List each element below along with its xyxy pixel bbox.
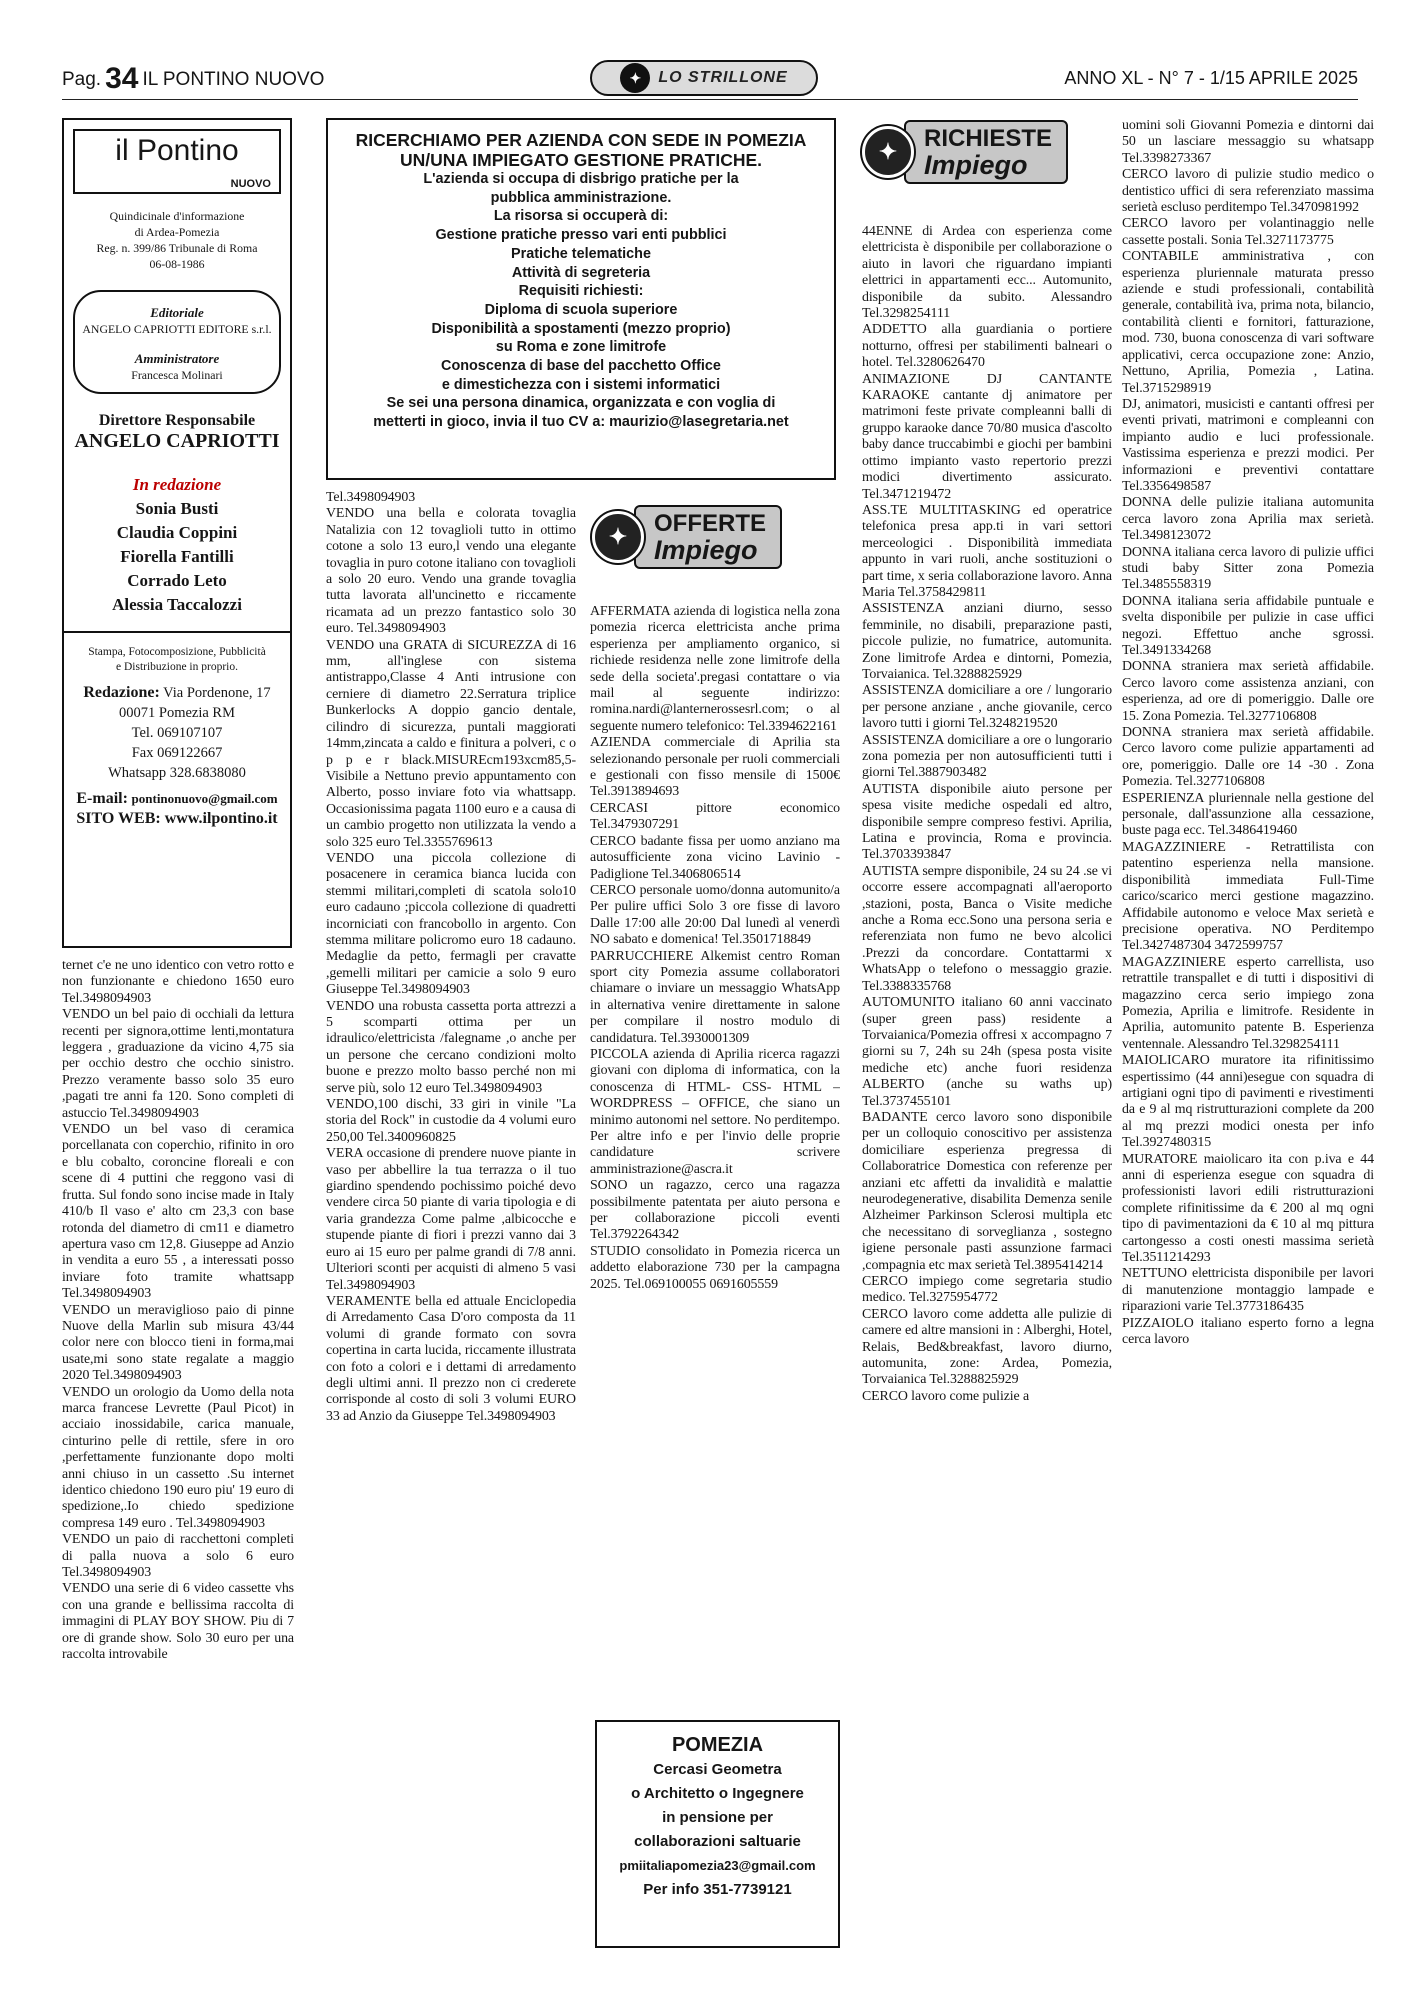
- classified-ad: CERCO lavoro per volantinaggio nelle cassette postali. Sonia Tel.3271173775: [1122, 216, 1374, 248]
- classifieds-column-1: [62, 958, 294, 1948]
- ad-line: e dimestichezza con i sistemi informatici: [441, 376, 721, 393]
- richieste-impiego-banner: [862, 120, 1107, 184]
- classified-ad: NETTUNO elettricista disponibile per lavori di manutenzione montaggio lampade e riparazioni varie Tel.3773186435: [1122, 1266, 1374, 1315]
- classified-ad: CERCO lavoro di pulizie studio medico o dentistico uffici di sera referenziato massima serietà escluso perditempo Tel.3470981992: [1122, 167, 1374, 216]
- classified-ad: AFFERMATA azienda di logistica nella zona pomezia ricerca elettricista anche prima esperienza per ampliamento organico, si richiede residenza nelle zone limitrofe della sede della societa'.pregasi contattare o via mail al seguente indirizzo: romina.nardi@lanternerossesrl.com; o al seguente numero telefonico: Tel.3394622161: [590, 604, 840, 734]
- masthead-title-sub: NUOVO: [230, 178, 271, 190]
- ad-heading: UN/UNA IMPIEGATO GESTIONE PRATICHE.: [399, 150, 762, 170]
- ad-title: POMEZIA: [671, 1734, 764, 1756]
- geometra-ad: [595, 1720, 840, 1948]
- ad-line: Diploma di scuola superiore: [484, 301, 678, 318]
- ad-heading: RICERCHIAMO PER AZIENDA CON SEDE IN POMEZIA: [355, 130, 807, 150]
- classified-ad: DONNA italiana seria affidabile puntuale e svelta disponibile per pulizie in case uffici negozi. Effettuo anche sgrossi. Tel.3491334268: [1122, 593, 1374, 658]
- masthead-title: il Pontino: [115, 134, 239, 167]
- address-label: Redazione:: [83, 684, 160, 701]
- classified-ad: DONNA straniera max serietà affidabile. Cerco lavoro come assistenza anziani, con esperienza, ad ore di pomeriggio. Dalle ore 15. Zona Pomezia. Tel.3277106808: [1122, 659, 1374, 724]
- desc-line: 06-08-1986: [149, 257, 205, 271]
- classified-ad: VENDO una piccola collezione di posacenere in ceramica bianca lucida con stemmi militari,completi di scatola solo10 euro cadauno ;piccola collezione di quadretti incorniciati con francobollo in argento. Con stemma militare policromo euro 18 cadauno. Medaglie da petto, fermagli per cravatte ,gemelli militari per camicie a solo 9 euro Giuseppe Tel.3498094903: [326, 850, 576, 998]
- redattore: Alessia Taccalozzi: [112, 595, 242, 614]
- classified-ad: VENDO un paio di racchettoni completi di palla nuova a solo 6 euro Tel.3498094903: [62, 1532, 294, 1581]
- classifieds-column-3: [590, 604, 840, 1712]
- email-label: E-mail:: [76, 790, 128, 807]
- job-ad-pomezia: [326, 118, 836, 480]
- banner-label: [904, 120, 1068, 184]
- classified-ad: CERCO lavoro come addetta alle pulizie di camere ed altre mansioni in : Alberghi, Hotel, Relais, Bed&breakfast, lavoro diurno, automunita, zone: Ardea, Pomezia, Torvaianica Tel.3288825929: [862, 1306, 1112, 1388]
- strillone-icon: ✦: [862, 126, 914, 178]
- masthead: [62, 118, 292, 948]
- classified-ad: ESPERIENZA pluriennale nella gestione del personale, dall'assunzione alla cessazione, buste paga ecc. Tel.3486419460: [1122, 790, 1374, 839]
- ad-line: L'azienda si occupa di disbrigo pratiche per la: [423, 171, 739, 187]
- classified-ad: VENDO una bella e colorata tovaglia Natalizia con 12 tovaglioli tutto in ottimo cotone a solo 13 euro,l vendo una elegante tovaglia in puro cotone italiano con tovaglioli a solo 20 euro. Vendo una grande tovaglia tutta lavorata all'uncinetto e riccamente ricamata ad un prezzo fantastico solo 30 euro. Tel.3498094903: [326, 506, 576, 637]
- banner-line-1: OFFERTE: [654, 510, 766, 537]
- redattore: Sonia Busti: [135, 499, 219, 518]
- strillone-logo: [590, 60, 818, 96]
- classified-ad: DONNA delle pulizie italiana automunita cerca lavoro zona Aprilia max serietà. Tel.3498123072: [1122, 495, 1374, 544]
- classifieds-column-4: [862, 224, 1112, 1948]
- classified-ad: Tel.3498094903: [326, 490, 416, 505]
- classified-ad: VENDO,100 dischi, 33 giri in vinile "La storia del Rock" in custodie da 4 volumi euro 250,00 Tel.3400960825: [326, 1097, 576, 1145]
- desc-line: di Ardea-Pomezia: [134, 225, 220, 239]
- issue-info: ANNO XL - N° 7 - 1/15 APRILE 2025: [1064, 68, 1358, 88]
- classified-ad: ternet c'e ne uno identico con vetro rotto e non funzionante e chiedono 1650 euro Tel.3498094903: [62, 958, 294, 1006]
- ad-line: Disponibilità a spostamenti (mezzo proprio): [431, 320, 731, 337]
- desc-line: Quindicinale d'informazione: [109, 209, 245, 223]
- address: [72, 683, 282, 703]
- classified-ad: BADANTE cerco lavoro sono disponibile per un colloquio conoscitivo per assistenza domiciliare esperienza pregressa di Collaboratrice Domestica con referenze per anziani etc affetti da invalidità e malattie neurodegenerative, disabilita Demenza senile Alzheimer Parkinson Sclerosi multipla etc che necessitano di sorveglianza , sostegno igiene personale pasti assunzione farmaci ,compagnia etc max serietà Tel.3895414214: [862, 1109, 1112, 1273]
- ad-line: Se sei una persona dinamica, organizzata e con voglia di: [386, 395, 776, 412]
- classified-ad: MAGAZZINIERE esperto carrellista, uso retrattile transpallet e di tutti i dispositivi di magazzino cerca serio impiego zona Pomezia, Aprilia e limitrofe. Residente in Aprilia, automunito patente B. Esperienza ventennale. Alessandro Tel.3298254111: [1122, 954, 1374, 1052]
- offerte-impiego-banner: [592, 505, 832, 569]
- classified-ad: VENDO un bel paio di occhiali da lettura recenti per signora,ottime lenti,montatura leggera , graduazione da vicino 4,75 sia per occhio destro che occhio sinistro. Prezzo veramente basso solo 35 euro ,pagati tre anni fa 120. Sono completi di astuccio Tel.3498094903: [62, 1007, 294, 1121]
- ad-line: Attività di segreteria: [511, 264, 651, 281]
- ad-line: metterti in gioco, invia il tuo CV a: maurizio@lasegretaria.net: [373, 414, 789, 431]
- classified-ad: VENDO un bel vaso di ceramica porcellanata con coperchio, rifinito in oro e blu cobalto, coroncine floreali e con scene di 4 puttini che reggono vasi di frutta. Sul fondo sono incise made in Italy 410/b Il vaso e' alto cm 23,3 con base rotonda del diametro di cm11 e diametro apertura vaso cm 12,8. Giuseppe ad Anzio in vendita a euro 55 , a interessati posso inviare foto tramite whattsapp Tel.3498094903: [62, 1122, 294, 1302]
- classified-ad: DONNA italiana cerca lavoro di pulizie uffici studi baby Sitter zona Pomezia Tel.3485558319: [1122, 544, 1374, 593]
- classified-ad: MAIOLICARO muratore ita rifinitissimo espertissimo (44 anni)esegue con squadra di artigiani ogni tipo di pavimenti e rivestimenti da e 9 al mq ristrutturazioni complete da 200 al mq prezzi modici onesta per info Tel.3927480315: [1122, 1053, 1374, 1151]
- services-line: Stampa, Fotocomposizione, Pubblicità: [88, 646, 266, 658]
- banner-line-1: RICHIESTE: [924, 125, 1053, 152]
- classified-ad: AUTOMUNITO italiano 60 anni vaccinato (super green pass) residente a Torvaianica/Pomezia offresi x accompagno 7 giorni su 7, 24h su 24h (spesa posta visite mediche etc) anche fuori residenza ALBERTO (anche su waths up) Tel.3737455101: [862, 995, 1112, 1109]
- classified-ad: VERA occasione di prendere nuove piante in vaso per abbellire la tua terrazza o il tuo giardino spendendo pochissimo poiché devo vendere circa 50 piante di varia tipologia e di varia grandezza Come palme ,albicocche e stupende piante di fiori i prezzi vanno dai 3 euro ai 15 euro per palme grandi di 7/8 anni. Ulteriori sconti per acquisti di almeno 5 vasi Tel.3498094903: [326, 1146, 576, 1293]
- pag-label: Pag.: [62, 69, 102, 90]
- amministratore: Francesca Molinari: [131, 368, 223, 382]
- ad-line: su Roma e zone limitrofe: [495, 339, 667, 356]
- classified-ad: VENDO una GRATA di SICUREZZA di 16 mm, all'inglese con sistema antistrappo,Classe 4 Anti intrusione con cerniere di diametro 22.Serratura triplice Bunkerlocks A doppio gancio dentale, cilindro di sicurezza, puntali maggiorati 14mm,zincata a caldo e finitura a polveri, c o p p e r black.MISUREcm193xcm85,5-Visibile a Nettuno previo appuntamento con Alberto, posso inviare foto via whattsapp. Occasionissima pagata 1100 euro e a causa di un cambio progetto non utilizzata la vendo a solo 325 euro Tel.3355769613: [326, 637, 576, 850]
- strillone-icon: ✦: [592, 511, 644, 563]
- ad-line: collaborazioni saltuarie: [634, 1833, 801, 1850]
- classified-ad: uomini soli Giovanni Pomezia e dintorni dai 50 un lasciare messaggio su whatsapp Tel.3398273367: [1122, 118, 1374, 166]
- redattore: Fiorella Fantilli: [120, 547, 234, 566]
- ad-line: Cercasi Geometra: [653, 1761, 782, 1778]
- ad-line: Gestione pratiche presso vari enti pubblici: [435, 227, 727, 244]
- classified-ad: PICCOLA azienda di Aprilia ricerca ragazzi giovani con diploma di informatica, con la conoscenza di HTML- CSS- HTML – WORDPRESS – OFFICE, che siano un minimo autonomi nel settore. No perditempo. Per altre info e per l'invio delle proprie candidature scrivere amministrazione@ascra.it: [590, 1046, 840, 1177]
- classified-ad: ASSISTENZA domiciliare a ore o lungorario zona pomezia per non autosufficienti tutti i giorni Tel.3887903482: [862, 732, 1112, 781]
- ad-email[interactable]: pmiitaliapomezia23@gmail.com: [619, 1858, 816, 1873]
- page-label: [62, 62, 324, 96]
- classified-ad: PARRUCCHIERE Alkemist centro Roman sport city Pomezia assume collaboratori chiamare o inviare un messaggio WhatsApp in alternativa venire direttamente in salone per compilare il nostro modulo di candidatura. Tel.3930001309: [590, 948, 840, 1046]
- address-street: Via Pordenone, 17: [163, 685, 271, 701]
- masthead-title-box: [73, 129, 281, 194]
- classified-ad: AUTISTA disponibile aiuto persone per spesa visite mediche ospedali ed altro, disponibile sempre compreso festivi. Aprilia, Latina e provincia, Roma e provincia. Tel.3703393847: [862, 781, 1112, 863]
- ad-line: Pratiche telematiche: [511, 245, 651, 262]
- director-name: ANGELO CAPRIOTTI: [74, 430, 280, 452]
- contact-block: [64, 631, 290, 841]
- classified-ad: CERCO badante fissa per uomo anziano ma autosufficiente zona vicino Lavinio - Padiglione Tel.3406806514: [590, 833, 840, 882]
- ad-line: pubblica amministrazione.: [490, 189, 672, 206]
- fax: Fax 069122667: [131, 745, 223, 761]
- classified-ad: STUDIO consolidato in Pomezia ricerca un addetto elaborazione 730 per la campagna 2025. Tel.069100055 0691605559: [590, 1243, 840, 1292]
- classified-ad: ANIMAZIONE DJ CANTANTE KARAOKE cantante dj animatore per matrimoni feste private compleanni balli di gruppo karaoke dance 70/80 musica d'ascolto baby dance truccabimbi e giochi per bambini ottimo impianto vasto repertorio prezzi modici divertimento assicurato. Tel.3471219472: [862, 371, 1112, 502]
- editor-box: [73, 290, 281, 394]
- classified-ad: CERCO impiego come segretaria studio medico. Tel.3275954772: [862, 1274, 1112, 1306]
- ad-line: in pensione per: [662, 1809, 773, 1826]
- banner-label: [634, 505, 782, 569]
- desc-line: Reg. n. 399/86 Tribunale di Roma: [96, 241, 258, 255]
- classified-ad: ASSISTENZA domiciliare a ore / lungorario per persone anziane , anche giovanile, cerco lavoro tutti i giorni Tel.3248219520: [862, 683, 1112, 732]
- publication-name: IL PONTINO NUOVO: [142, 69, 325, 90]
- email-link[interactable]: pontinonuovo@gmail.com: [131, 791, 278, 806]
- classified-ad: VENDO una robusta cassetta porta attrezzi a 5 scomparti ottima per un idraulico/elettricista /falegname ,o anche per un persone che cercano condizioni molto buone e prezzo molto basso perché non mi serve più, solo 12 euro Tel.3498094903: [326, 998, 576, 1096]
- classified-ad: CONTABILE amministrativa , con esperienza pluriennale maturata presso aziende e studi professionali, contabilità generale, contabilità iva, prima nota, bilancio, contabilità clienti e fornitori, fatturazione, mod. 730, buona conoscenza di vari software applicativi, cerca occupazione zone: Anzio, Nettuno, Aprilia, Pomezia , Latina. Tel.3715298919: [1122, 249, 1374, 396]
- services-text: [72, 645, 282, 675]
- redattore: Corrado Leto: [127, 571, 227, 590]
- editoriale-label: Editoriale: [150, 305, 204, 320]
- classified-ad: DJ, animatori, musicisti e cantanti offresi per eventi privati, matrimoni e compleanni con impianto audio e luci professionale. Vastissima esperienza e prezzi modici. Per informazioni e preventivi contattare Tel.3356498587: [1122, 396, 1374, 494]
- classified-ad: ASS.TE MULTITASKING ed operatrice telefonica presa app.ti in vari settori merceologici . Disponibilità immediata appunto in vari ruoli, anche sostituzioni o part time, x seria collaborazione lavoro. Anna Maria Tel.3758429811: [862, 502, 1112, 600]
- classified-ad: ADDETTO alla guardiania o portiere notturno, offresi per stabilimenti balneari o hotel. Tel.3280626470: [862, 322, 1112, 371]
- megaphone-icon: ✦: [620, 63, 650, 93]
- masthead-description: [73, 208, 281, 272]
- amm-label: Amministratore: [134, 351, 220, 366]
- ad-line: La risorsa si occuperà di:: [493, 208, 669, 225]
- phone: Tel. 069107107: [131, 725, 223, 741]
- classified-ad: VENDO un meraviglioso paio di pinne Nuove della Marlin sub misura 43/44 color nere con blocco tieni in forma,mai usate,mi sono state regalate a maggio 2020 Tel.3498094903: [62, 1302, 294, 1384]
- classified-ad: MURATORE maiolicaro ita con p.iva e 44 anni di esperienza esegue con squadra di professionisti lavori edili ristrutturazioni complete rifinitissime da € 200 al mq ogni tipo di pavimentazioni da € 10 al mq pittura cartongesso a costi onesti massima serietà Tel.3511214293: [1122, 1151, 1374, 1266]
- classified-ad: ASSISTENZA anziani diurno, sesso femminile, no disabili, preparazione pasti, piccole pulizie, no fumatrice, automunita. Zone limitrofe Ardea e dintorni, Pomezia, Torvaianica. Tel.3288825929: [862, 601, 1112, 682]
- classified-ad: MAGAZZINIERE - Retrattilista con patentino esperienza nella mansione. disponibilità immediata Full-Time carico/scarico merci gestione magazzino. Affidabile autonomo e veloce Max serietà e precisione operativa. NO Perditempo Tel.3427487304 3472599757: [1122, 839, 1374, 954]
- classified-ad: CERCASI pittore economico Tel.3479307291: [590, 800, 840, 833]
- page-number: 34: [105, 62, 139, 95]
- classifieds-column-2: [326, 490, 576, 1948]
- ad-line: Requisiti richiesti:: [518, 283, 644, 300]
- classified-ad: PIZZAIOLO italiano esperto forno a legna cerca lavoro: [1122, 1315, 1374, 1348]
- redazione-block: [73, 473, 281, 617]
- ad-phone: Per info 351-7739121: [643, 1881, 792, 1898]
- classified-ad: VENDO un orologio da Uomo della nota marca francese Levrette (Paul Picot) in acciaio inossidabile, carica manuale, cinturino pelle di rettile, sfere in oro ,perfettamente funzionante dopo molti anni chiuso in un cassetto .Su internet identico chiedono 190 euro piu' 19 euro di spedizione,.Io chiedo spedizione compresa 149 euro . Tel.3498094903: [62, 1384, 294, 1531]
- classifieds-column-5: [1122, 118, 1374, 1948]
- classified-ad: CERCO lavoro come pulizie a: [862, 1388, 1030, 1404]
- whatsapp: Whatsapp 328.6838080: [108, 765, 246, 781]
- classified-ad: CERCO personale uomo/donna automunito/a Per pulire uffici Solo 3 ore fisse di lavoro Dalle 17:00 alle 20:00 Dal lunedì al venerdì NO sabato e domenica! Tel.3501718849: [590, 882, 840, 948]
- cap: 00071 Pomezia RM: [119, 705, 235, 721]
- classified-ad: VERAMENTE bella ed attuale Enciclopedia di Arredamento Casa D'oro composta da 11 volumi di grande formato con sovra copertina in carta lucida, riccamente illustrata con foto a colori e i dettami di arredamento degli ultimi anni. Il prezzo non ci crederete corrisponde al costo di soli 3 volumi EURO 33 ad Anzio da Giuseppe Tel.3498094903: [326, 1293, 576, 1424]
- classified-ad: SONO un ragazzo, cerco una ragazza possibilmente patentata per aiuto persona e per collaborazione piccoli eventi Tel.3792264342: [590, 1178, 840, 1243]
- services-line: e Distribuzione in proprio.: [115, 661, 238, 673]
- classified-ad: VENDO una serie di 6 video cassette vhs con una grande e bellissima raccolta di immagini di PLAY BOY SHOW. Piu di 7 ore di grande show. Solo 30 euro per una raccolta introvabile: [62, 1581, 294, 1663]
- director-block: [73, 412, 281, 453]
- page-header: [62, 60, 1358, 100]
- classified-ad: DONNA straniera max serietà affidabile. Cerco lavoro come pulizie appartamenti ad ore, pomeriggio. Dalle ore 14 -30 . Zona Pomezia. Tel.3277106808: [1122, 725, 1374, 790]
- ad-line: Conoscenza di base del pacchetto Office: [441, 358, 721, 375]
- director-label: Direttore Responsabile: [98, 412, 256, 429]
- editore: ANGELO CAPRIOTTI EDITORE s.r.l.: [82, 322, 272, 336]
- banner-line-2: Impiego: [924, 150, 1028, 180]
- email-line: [72, 789, 282, 809]
- website-link[interactable]: SITO WEB: www.ilpontino.it: [76, 810, 278, 827]
- classified-ad: 44ENNE di Ardea con esperienza come elettricista è disponibile per collaborazione o aiuto in lavori che riguardano impianti elettrici in appartamenti ecc... Automunito, disponibile da subito. Alessandro Tel.3298254111: [862, 224, 1112, 322]
- redattore: Claudia Coppini: [116, 523, 238, 542]
- redazione-label: In redazione: [132, 475, 222, 494]
- classified-ad: AUTISTA sempre disponibile, 24 su 24 .se vi occorre essere accompagnati all'aeroporto ,stazioni, posta, Banca o Visite mediche anche a Roma ecc.Sono una persona seria e referenziata non fumo ne bevo alcolici .Prezzi da concordare. Contattarmi x WhatsApp o telefono o messaggio grazie. Tel.3388335768: [862, 863, 1112, 994]
- classified-ad: AZIENDA commerciale di Aprilia sta selezionando personale per ruoli commerciali e gestionali con fisso mensile di 1500€ Tel.3913894693: [590, 735, 840, 800]
- banner-line-2: Impiego: [654, 535, 758, 565]
- logo-text: LO STRILLONE: [658, 69, 788, 86]
- ad-line: o Architetto o Ingegnere: [631, 1785, 804, 1802]
